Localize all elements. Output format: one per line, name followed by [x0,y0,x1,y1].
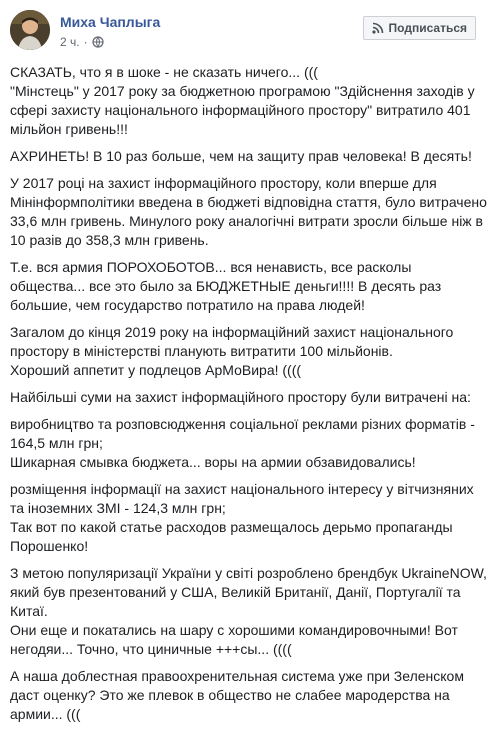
avatar-image [10,10,50,50]
post-paragraph: З метою популяризації України у світі розроблено брендбук UkraineNOW, який був презентований у США, Великій Британії, Данії, Португалії та Китаї. Они еще и покатались на шару с хорошими командировочными! Вот негодяи... Точно, что циничные +++сы... (((( [10,565,487,657]
author-name[interactable]: Миха Чаплыга [60,14,161,30]
avatar[interactable] [10,10,50,50]
post-timestamp[interactable]: 2 ч. [60,35,80,49]
post-header [10,10,488,54]
post-paragraph: розміщення інформації на захист національного інтересу у вітчизняних та іноземних ЗМІ - 124,3 млн грн; Так вот по какой статье расходов размещалось дерьмо пропаганды Порошенко! [10,481,474,554]
post-paragraph: У 2017 році на захист інформаційного простору, коли вперше для Мінінформполітики введена в бюджеті відповідна стаття, було витрачено 33,6 млн гривень. Минулого року аналогічні витрати зросли більше ніж в 10 разів до 358,3 млн гривень. [10,175,487,248]
subscribe-button[interactable] [363,16,476,40]
globe-icon[interactable] [92,36,104,48]
post-paragraph: Т.е. вся армия ПОРОХОБОТОВ... вся ненависть, все расколы общества... все это было за БЮДЖЕТНЫЕ деньги!!!! В десять раз большие, чем государство потратило на права людей! [10,259,442,313]
post-paragraph: виробництво та розповсюдження соціальної реклами різних форматів - 164,5 млн грн; Шикарная смывка бюджета... воры на армии обзавидовались! [10,416,475,470]
post-body [10,63,488,732]
rss-icon [372,22,384,34]
post-meta [60,35,104,49]
post-paragraph: Найбільші суми на захист інформаційного простору були витрачені на: [10,389,471,405]
post-paragraph: Загалом до кінця 2019 року на інформаційний захист національного простору в міністерстві планують витратити 100 мільйонів. Хороший аппетит у подлецов АрМоВира! (((( [10,324,454,378]
post-paragraph: СКАЗАТЬ, что я в шоке - не сказать ничего... ((( "Мінстець" у 2017 року за бюджетною програмою "Здійснення заходів у сфері захисту національного інформаційного простору" витратило 401 мільйон гривень!!! [10,64,475,137]
post-paragraph: АХРИНЕТЬ! В 10 раз больше, чем на защиту прав человека! В десять! [10,148,472,164]
subscribe-label: Подписаться [388,21,467,35]
post-paragraph: А наша доблестная правоохренительная система уже при Зеленском даст оценку? Это же плевок в общество не слабее мародерства на армии... ((( [10,668,464,722]
meta-separator: · [83,35,88,49]
